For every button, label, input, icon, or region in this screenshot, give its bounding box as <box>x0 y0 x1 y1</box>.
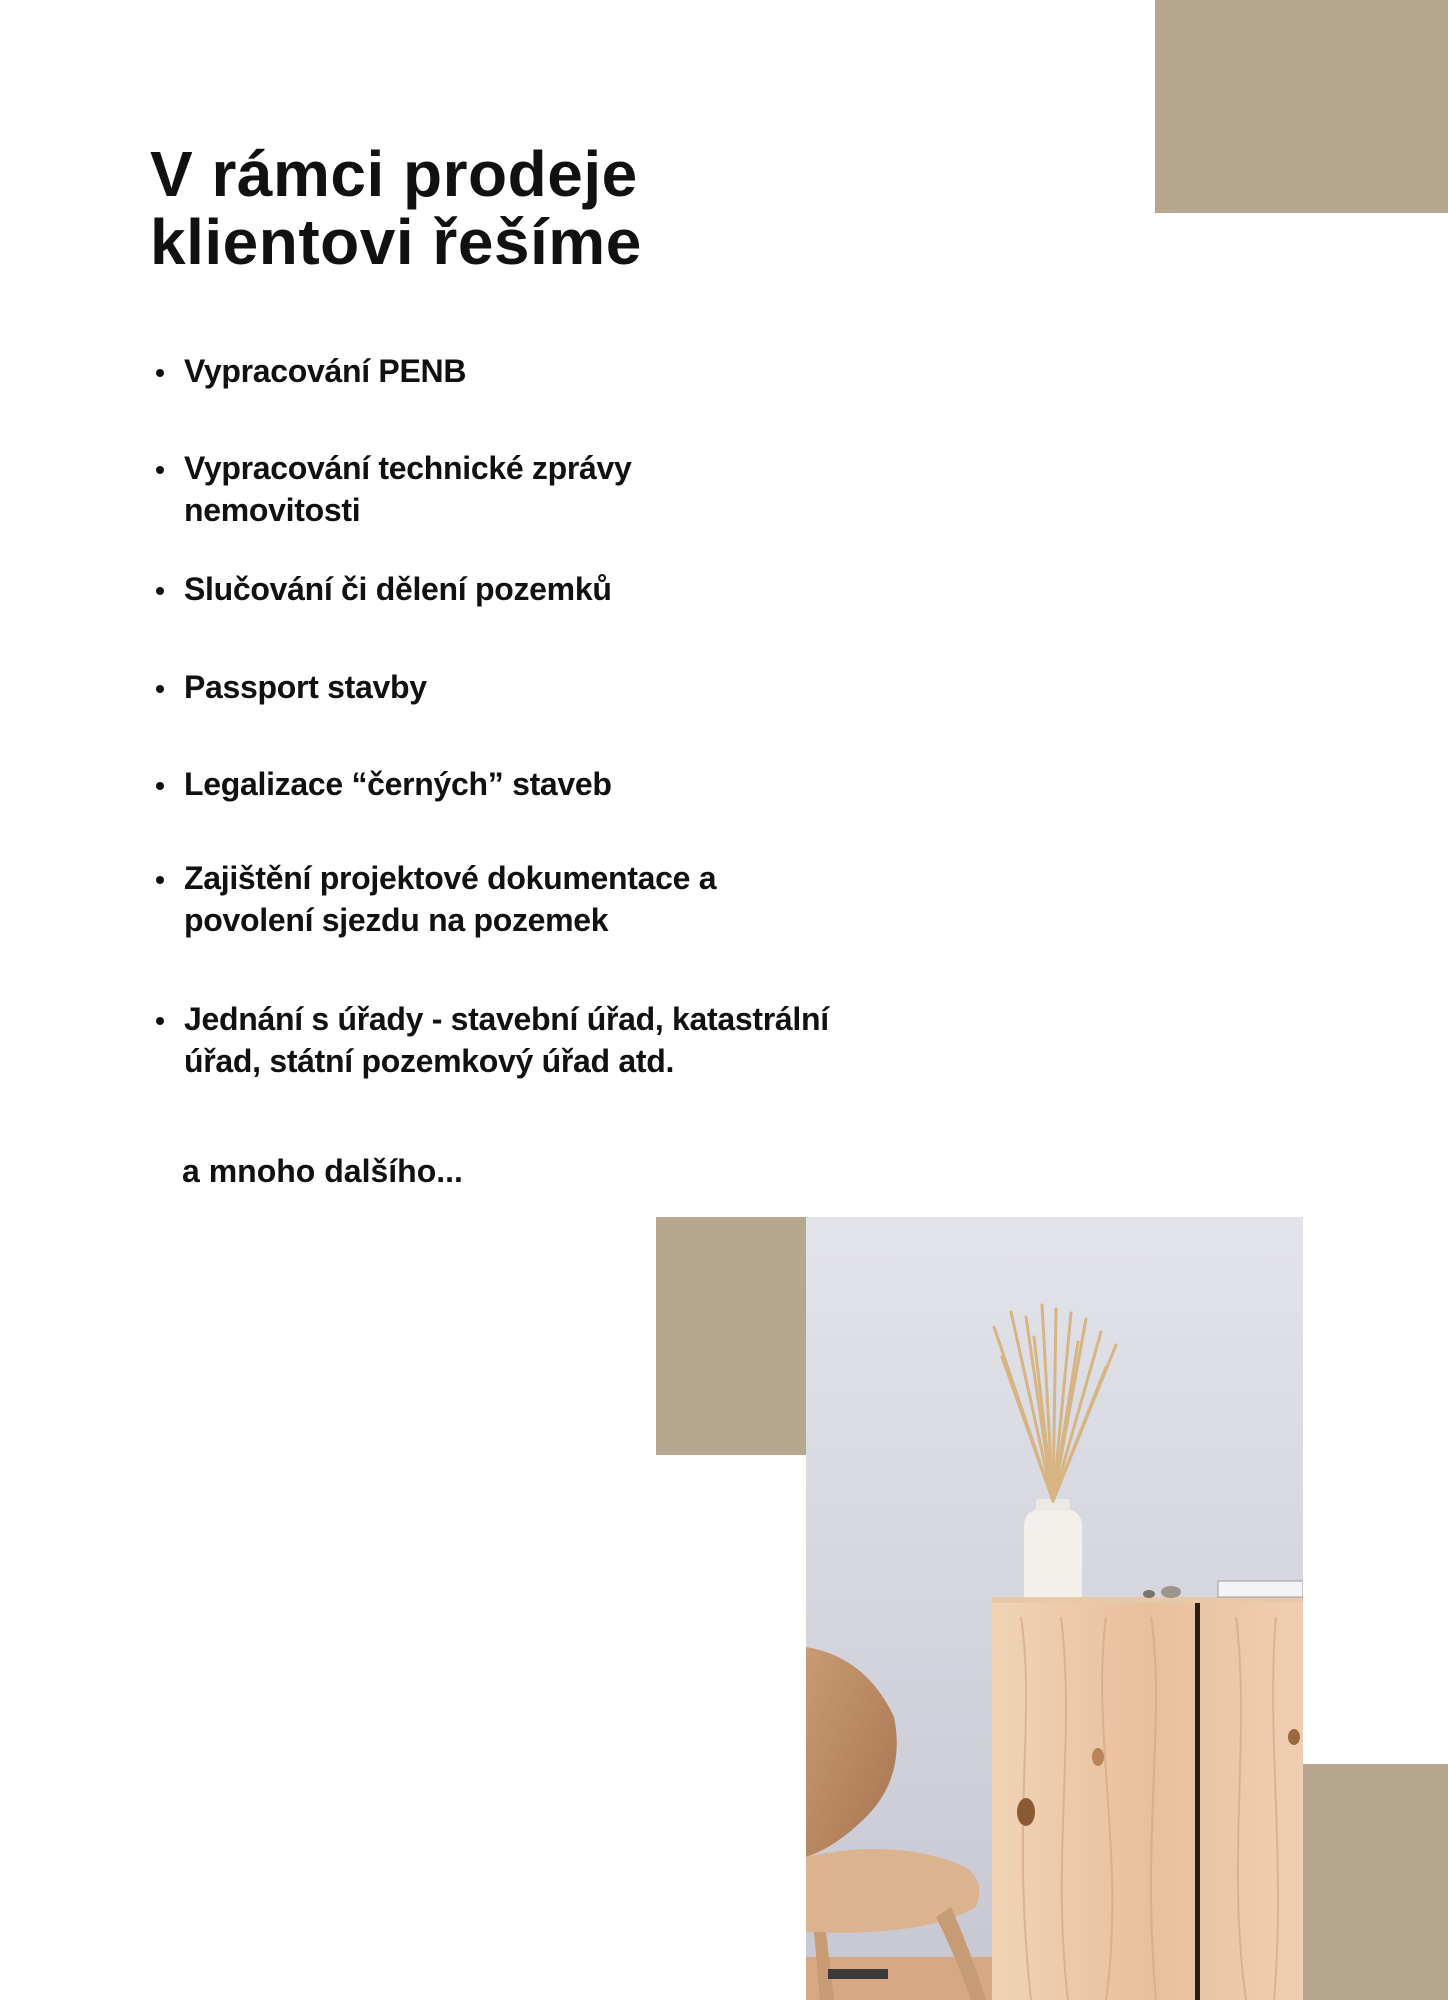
service-item <box>150 568 890 610</box>
service-item-text: Vypracování technické zprávy <box>184 450 632 486</box>
service-item <box>150 666 890 708</box>
more-text: a mnoho dalšího... <box>182 1153 463 1189</box>
page-title-line-1: V rámci prodeje <box>150 138 638 210</box>
service-item-text: Jednání s úřady - stavební úřad, katastrální <box>184 1001 829 1037</box>
service-item-text-cont: úřad, státní pozemkový úřad atd. <box>184 1043 675 1079</box>
service-item-text: Slučování či dělení pozemků <box>184 571 612 607</box>
service-item-text: Zajištění projektové dokumentace a <box>184 860 717 896</box>
service-item-text: Passport stavby <box>184 669 427 705</box>
interior-photo <box>806 1217 1303 2000</box>
page-title-line-2: klientovi řešíme <box>150 206 642 278</box>
service-item <box>150 857 890 941</box>
service-item <box>150 763 890 805</box>
decor-block-top-right <box>1155 0 1448 213</box>
service-item-text-cont: nemovitosti <box>184 492 361 528</box>
service-item-text: Vypracování PENB <box>184 353 467 389</box>
service-item <box>150 350 890 392</box>
page-title <box>150 140 642 276</box>
service-item <box>150 447 890 531</box>
decor-block-photo-left <box>656 1217 806 1455</box>
decor-block-bottom-right <box>1303 1764 1448 2000</box>
service-item <box>150 998 890 1082</box>
service-item-text-cont: povolení sjezdu na pozemek <box>184 902 609 938</box>
service-item-text: Legalizace “černých” staveb <box>184 766 612 802</box>
